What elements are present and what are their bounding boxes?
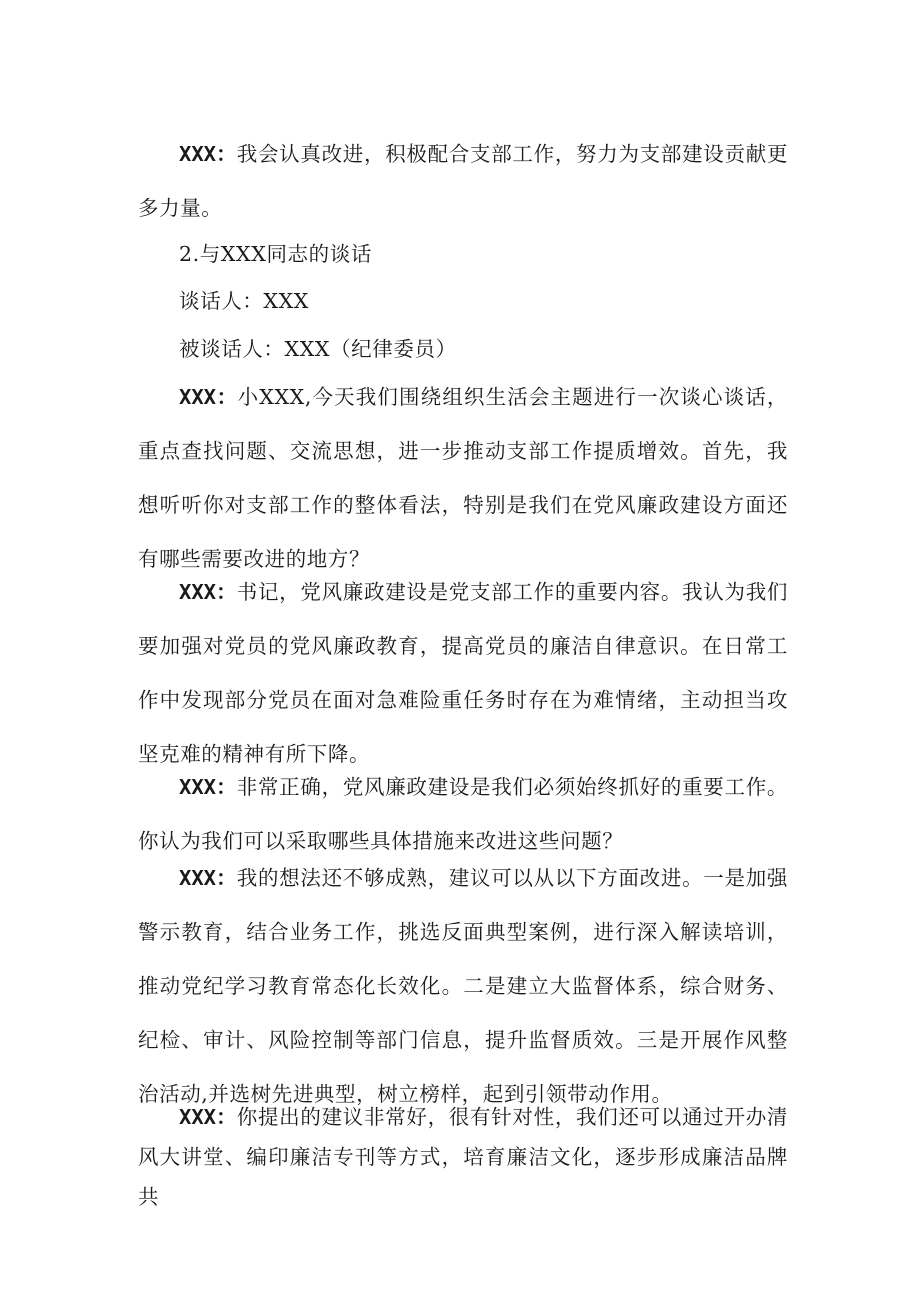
speaker-label: XXX：	[179, 580, 237, 604]
interviewee-line: 被谈话人：XXX（纪律委员）	[179, 337, 457, 361]
paragraph-reply-1	[138, 127, 788, 235]
speaker-label: XXX：	[179, 775, 237, 799]
interviewer-line: 谈话人：XXX	[179, 289, 309, 313]
paragraph-text: 我的想法还不够成熟，建议可以从以下方面改进。一是加强警示教育，结合业务工作，挑选反面典型案例，进行深入解读培训，推动党纪学习教育常态化长效化。二是建立大监督体系，综合财务、纪检、审计、风险控制等部门信息，提升监督质效。三是开展作风整治活动,并选树先进典型，树立榜样，起到引领带动作用。	[138, 866, 788, 1106]
speaker-label: XXX：	[179, 1105, 237, 1129]
paragraph-question-3	[138, 1097, 788, 1217]
paragraph-text: 非常正确，党风廉政建设是我们必须始终抓好的重要工作。你认为我们可以采取哪些具体措施来改进这些问题？	[138, 775, 788, 853]
paragraph-text: 书记，党风廉政建设是党支部工作的重要内容。我认为我们要加强对党员的党风廉政教育，提高党员的廉洁自律意识。在日常工作中发现部分党员在面对急难险重任务时存在为难情绪，主动担当攻坚克难的精神有所下降。	[138, 580, 788, 766]
speaker-label: XXX：	[179, 866, 237, 890]
paragraph-answer-1	[138, 565, 788, 781]
section-heading: 2.与XXX同志的谈话	[179, 242, 372, 266]
paragraph-text: 小XXX,今天我们围绕组织生活会主题进行一次谈心谈话，重点查找问题、交流思想，进一步推动支部工作提质增效。首先，我想听听你对支部工作的整体看法，特别是我们在党风廉政建设方面还有哪些需要改进的地方？	[138, 385, 788, 571]
paragraph-question-1	[138, 370, 788, 586]
paragraph-text: 我会认真改进，积极配合支部工作，努力为支部建设贡献更多力量。	[138, 142, 788, 220]
paragraph-answer-2	[138, 851, 788, 1121]
speaker-label: XXX：	[179, 385, 238, 409]
paragraph-text: 你提出的建议非常好，很有针对性，我们还可以通过开办清风大讲堂、编印廉洁专刊等方式，培育廉洁文化，逐步形成廉洁品牌共	[138, 1105, 788, 1209]
speaker-label: XXX：	[179, 142, 237, 166]
